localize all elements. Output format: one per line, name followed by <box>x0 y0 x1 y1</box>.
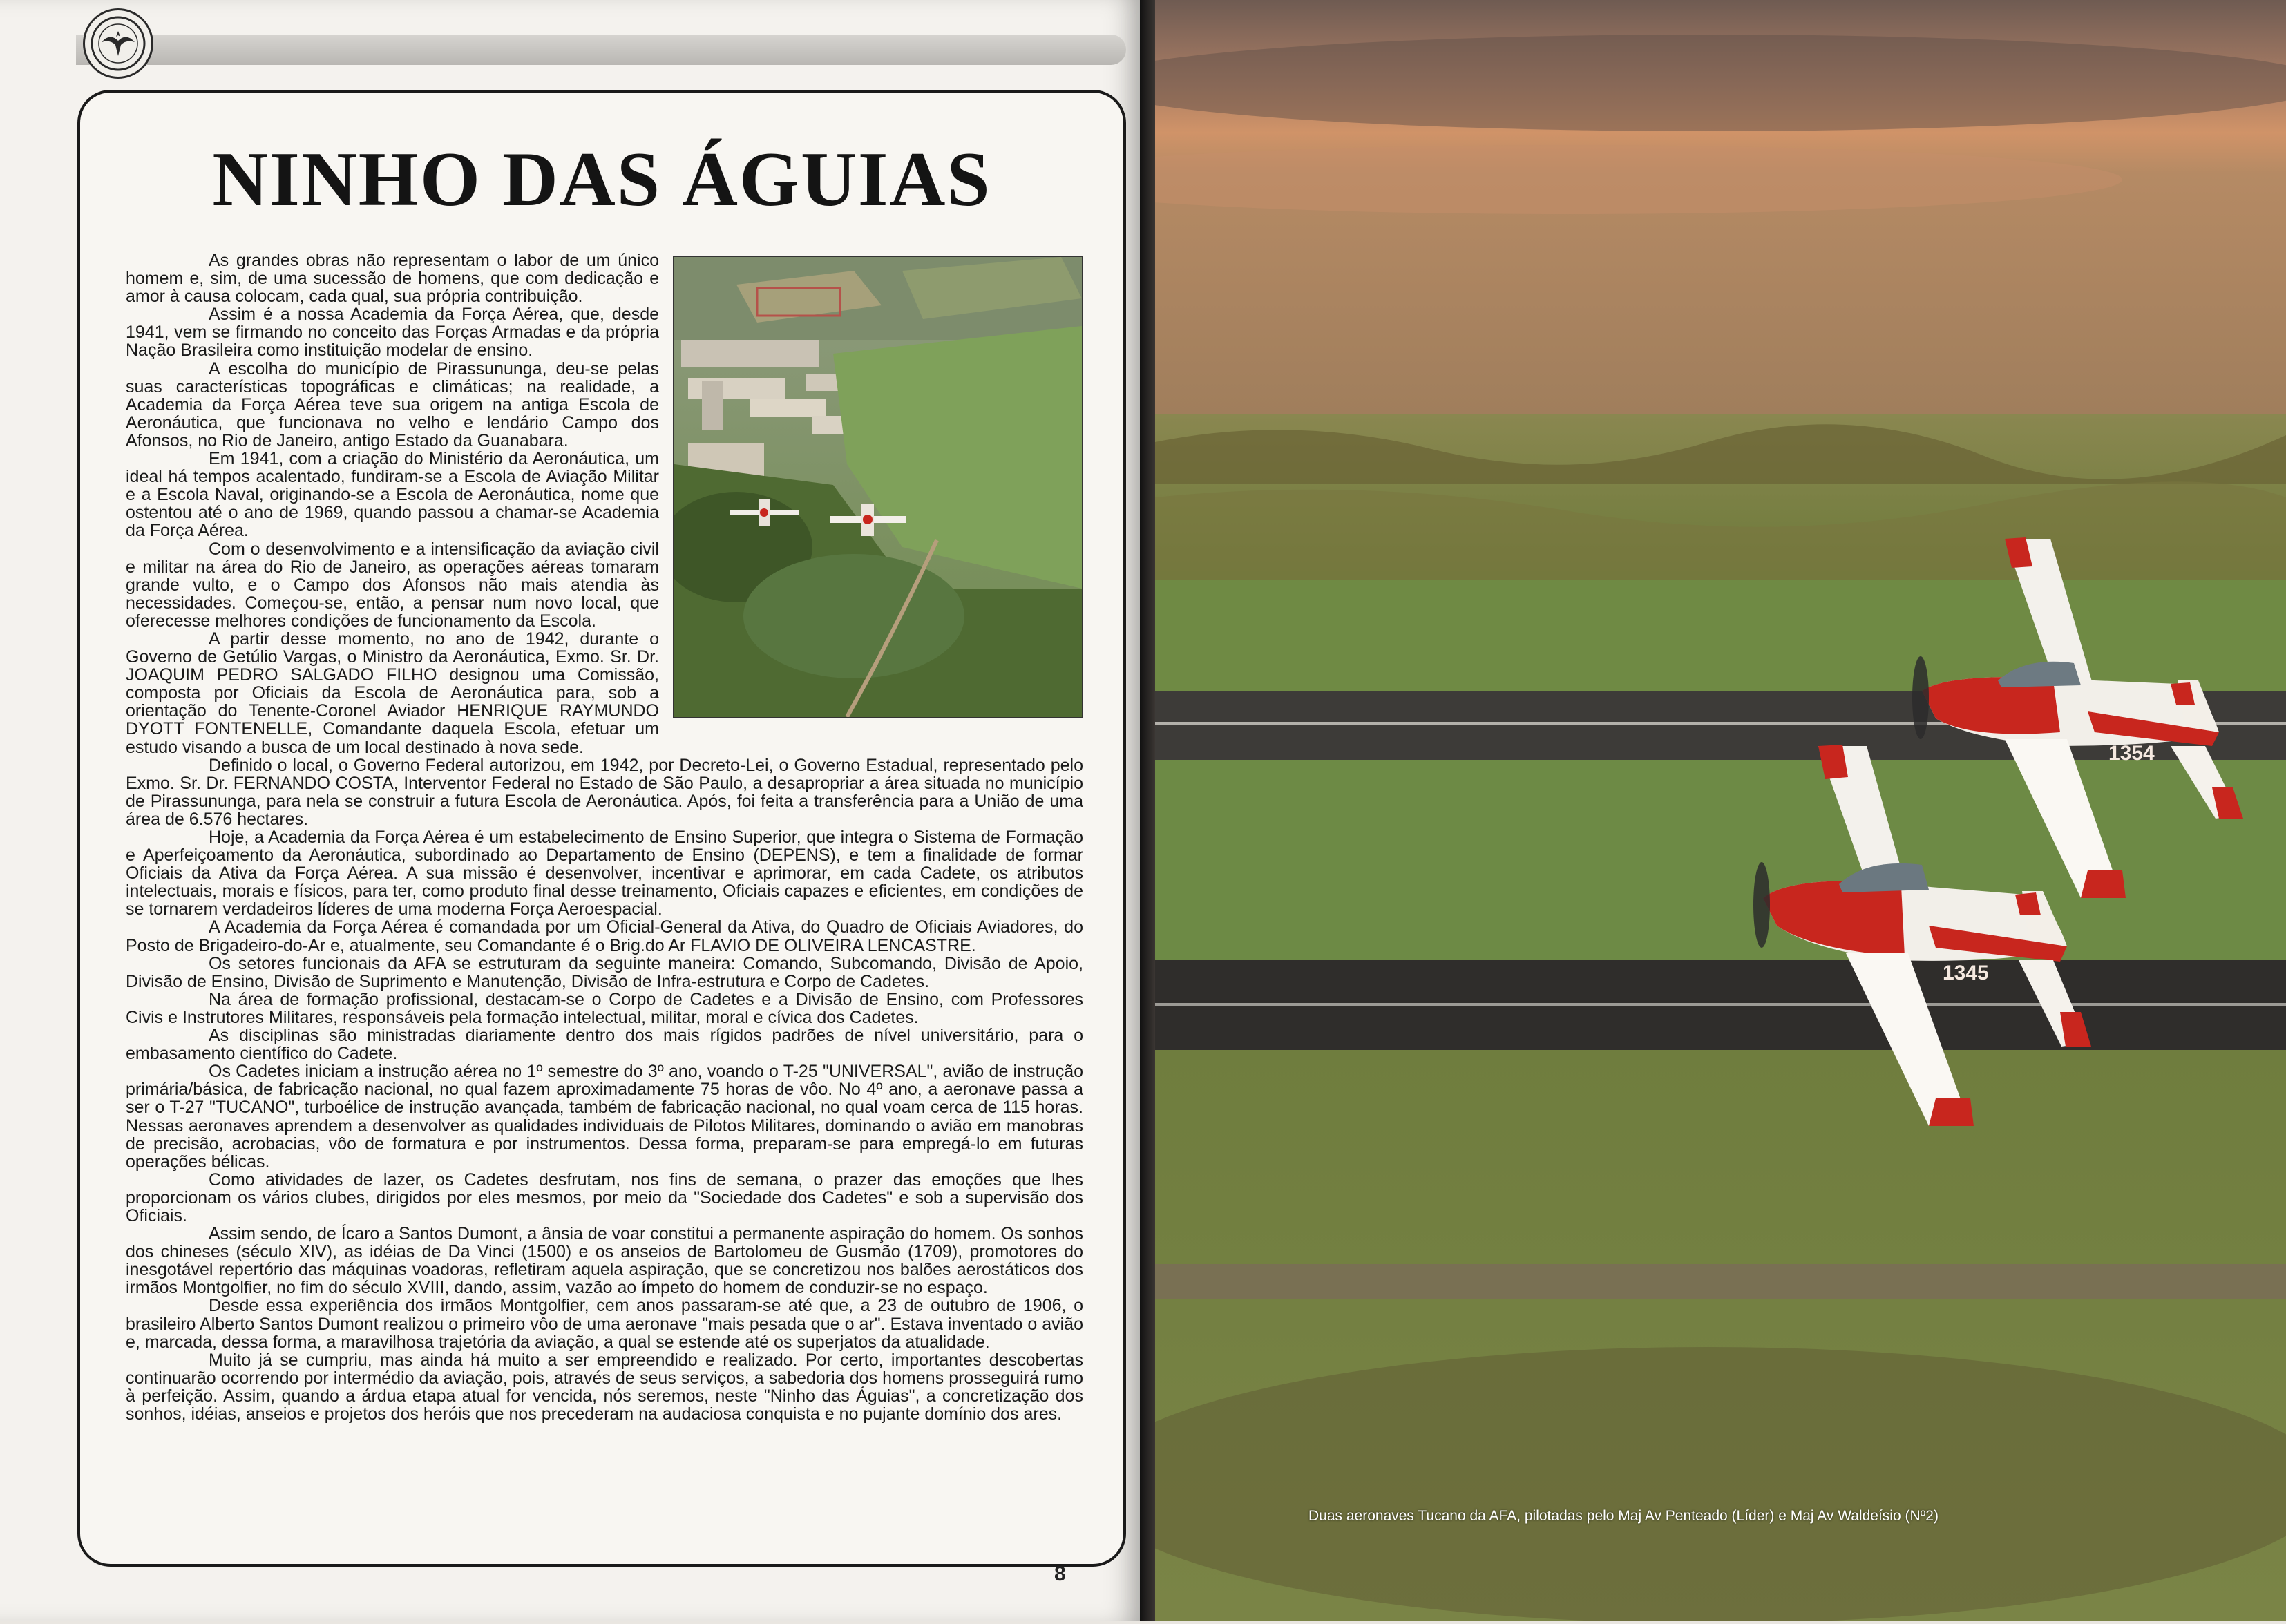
paragraph: Assim sendo, de Ícaro a Santos Dumont, a ânsia de voar constitui a permanente aspiração do homem. Os sonhos dos chineses (século XIV), as idéias de Da Vinci (1500) e os anseios de Bartolomeu de Gusmão (1709), promotores do inesgotável repertório das máquinas voadoras, refletiram aquela aspiração, que se concretizou nos balões aerostáticos dos irmãos Montgolfier, no fim do século XVIII, dando, assim, vazão ao ímpeto do homem de conduzir-se no espaço. <box>126 1224 1083 1298</box>
paragraph: As grandes obras não representam o labor de um único homem e, sim, de uma sucessão de homens, que com dedicação e amor à causa colocam, cada qual, sua própria contribuição. <box>126 251 659 307</box>
paragraph: As disciplinas são ministradas diariamente dentro dos mais rígidos padrões de nível universitário, para o embasamento científico do Cadete. <box>126 1026 1083 1064</box>
paragraph: A escolha do município de Pirassununga, deu-se pelas suas características topográficas e climáticas; na realidade, a Academia da Força Aérea teve sua origem na antiga Escola de Aeronáutica, que funcionava no velho e lendário Campo dos Afonsos, no Rio de Janeiro, antigo Estado da Guanabara. <box>126 359 659 450</box>
paragraph: Os Cadetes iniciam a instrução aérea no 1º semestre do 3º ano, voando o T-25 "UNIVERSAL", avião de instrução primária/básica, de fabricação nacional, no qual fazem aproximadamente 75 horas de vôo. No 4º ano, a aeronave passa a ser o T-27 "TUCANO", turboélice de instrução avançada, também de fabricação nacional, no qual voam cerca de 115 horas. Nessas aeronaves aprendem a desenvolver as qualidades individuais de Pilotos Militares, dominando o avião em manobras de precisão, acrobacias, vôo de formatura e por instrumentos. Dessa forma, preparam-se para empregá-lo em futuras operações bélicas. <box>126 1062 1083 1172</box>
tucano-formation-photo <box>1155 0 2286 1621</box>
article-body <box>126 251 1083 1423</box>
book-gutter <box>1140 0 1155 1621</box>
paragraph: Muito já se cumpriu, mas ainda há muito a ser empreendido e realizado. Por certo, importantes descobertas continuarão ocorrendo por intermédio da aviação, pois, através de seus serviços, a sabedoria dos homens prosseguirá rumo à perfeição. Assim, quando a árdua etapa atual for vencida, nós seremos, neste "Ninho das Águias", a concretização dos sonhos, idéias, anseios e projetos dos heróis que nos precederam na audaciosa conquista e no pujante domínio dos ares. <box>126 1350 1083 1424</box>
afa-emblem-icon <box>83 8 153 79</box>
paragraph: Definido o local, o Governo Federal autorizou, em 1942, por Decreto-Lei, o Governo Estadual, representado pelo Exmo. Sr. Dr. FERNANDO COSTA, Interventor Federal no Estado de São Paulo, a desapropriar a área situada no município de Pirassununga, para nela se construir a futura Escola de Aeronáutica. Após, foi feita a transferência para a União de uma área de 6.576 hectares. <box>126 755 1083 829</box>
page-number: 8 <box>1054 1563 1066 1585</box>
paragraph: Em 1941, com a criação do Ministério da Aeronáutica, um ideal há tempos acalentado, fundiram-se a Escola de Aviação Militar e a Escola Naval, originando-se a Escola de Aeronáutica, nome que ostentou até o ano de 1969, quando passou a chamar-se Academia da Força Aérea. <box>126 449 659 541</box>
paragraph: Como atividades de lazer, os Cadetes desfrutam, nos fins de semana, o prazer das emoções que lhes proporcionam os vários clubes, dirigidos por eles mesmos, por meio da "Sociedade dos Cadetes" e sob a supervisão dos Oficiais. <box>126 1169 1083 1225</box>
paragraph: Hoje, a Academia da Força Aérea é um estabelecimento de Ensino Superior, que integra o Sistema de Formação e Aperfeiçoamento da Aeronáutica, subordinado ao Departamento de Ensino (DEPENS), e tem a finalidade de formar Oficiais da Ativa da Força Aérea. A sua missão é desenvolver, incentivar e aprimorar, em cada Cadete, os atributos intelectuais, morais e físicos, para ter, como produto final desse treinamento, Oficiais capazes e eficientes, em condições de se tornarem verdadeiros líderes de uma moderna Força Aeroespacial. <box>126 828 1083 919</box>
aerial-academy-photo <box>673 256 1083 718</box>
left-page <box>0 0 1140 1621</box>
paragraph: A Academia da Força Aérea é comandada por um Oficial-General da Ativa, do Quadro de Oficiais Aviadores, do Posto de Brigadeiro-do-Ar e, atualmente, seu Comandante é o Brig.do Ar FLAVIO DE OLIVEIRA LENCASTRE. <box>126 917 1083 955</box>
aircraft-2-number: 1345 <box>1943 962 1989 984</box>
paragraph: Na área de formação profissional, destacam-se o Corpo de Cadetes e a Divisão de Ensino, com Professores Civis e Instrutores Militares, responsáveis pela formação intelectual, militar, moral e cívica dos Cadetes. <box>126 989 1083 1027</box>
paragraph: Os setores funcionais da AFA se estruturam da seguinte maneira: Comando, Subcomando, Divisão de Apoio, Divisão de Ensino, Divisão de Suprimento e Manutenção, Divisão de Infra-estrutura e Corpo de Cadetes. <box>126 953 1083 991</box>
emblem-graphic <box>89 15 147 73</box>
aircraft-1-number: 1354 <box>2108 742 2155 765</box>
article-title: NINHO DAS ÁGUIAS <box>212 137 991 222</box>
paragraph: Assim é a nossa Academia da Força Aérea, que, desde 1941, vem se firmando no conceito das Forças Armadas e da própria Nação Brasileira como instituição modelar de ensino. <box>126 305 659 361</box>
article-frame <box>77 90 1126 1567</box>
photo-caption: Duas aeronaves Tucano da AFA, pilotadas pelo Maj Av Penteado (Líder) e Maj Av Waldeísio (Nº2) <box>1308 1508 1939 1524</box>
paragraph: Desde essa experiência dos irmãos Montgolfier, cem anos passaram-se até que, a 23 de outubro de 1906, o brasileiro Alberto Santos Dumont realizou o primeiro vôo de uma aeronave "mais pesada que o ar". Estava inventado o avião e, marcada, dessa forma, a maravilhosa trajetória da aviação, a qual se estende até os superjatos da atualidade. <box>126 1296 1083 1352</box>
header-band <box>76 35 1126 65</box>
paragraph: Com o desenvolvimento e a intensificação da aviação civil e militar na área do Rio de Janeiro, as operações aéreas tomaram grande vulto, e o Campo dos Afonsos não mais atendia às necessidades. Começou-se, então, a pensar num novo local, que oferecesse melhores condições de funcionamento da Escola. <box>126 539 659 631</box>
paragraph: A partir desse momento, no ano de 1942, durante o Governo de Getúlio Vargas, o Ministro da Aeronáutica, Exmo. Sr. Dr. JOAQUIM PEDRO SALGADO FILHO designou uma Comissão, composta por Oficiais da Escola de Aeronáutica para, sob a orientação do Tenente-Coronel Aviador HENRIQUE RAYMUNDO DYOTT FONTENELLE, Comandante daquela Escola, efetuar um estudo visando a busca de um local destinado à nova sede. <box>126 629 659 757</box>
